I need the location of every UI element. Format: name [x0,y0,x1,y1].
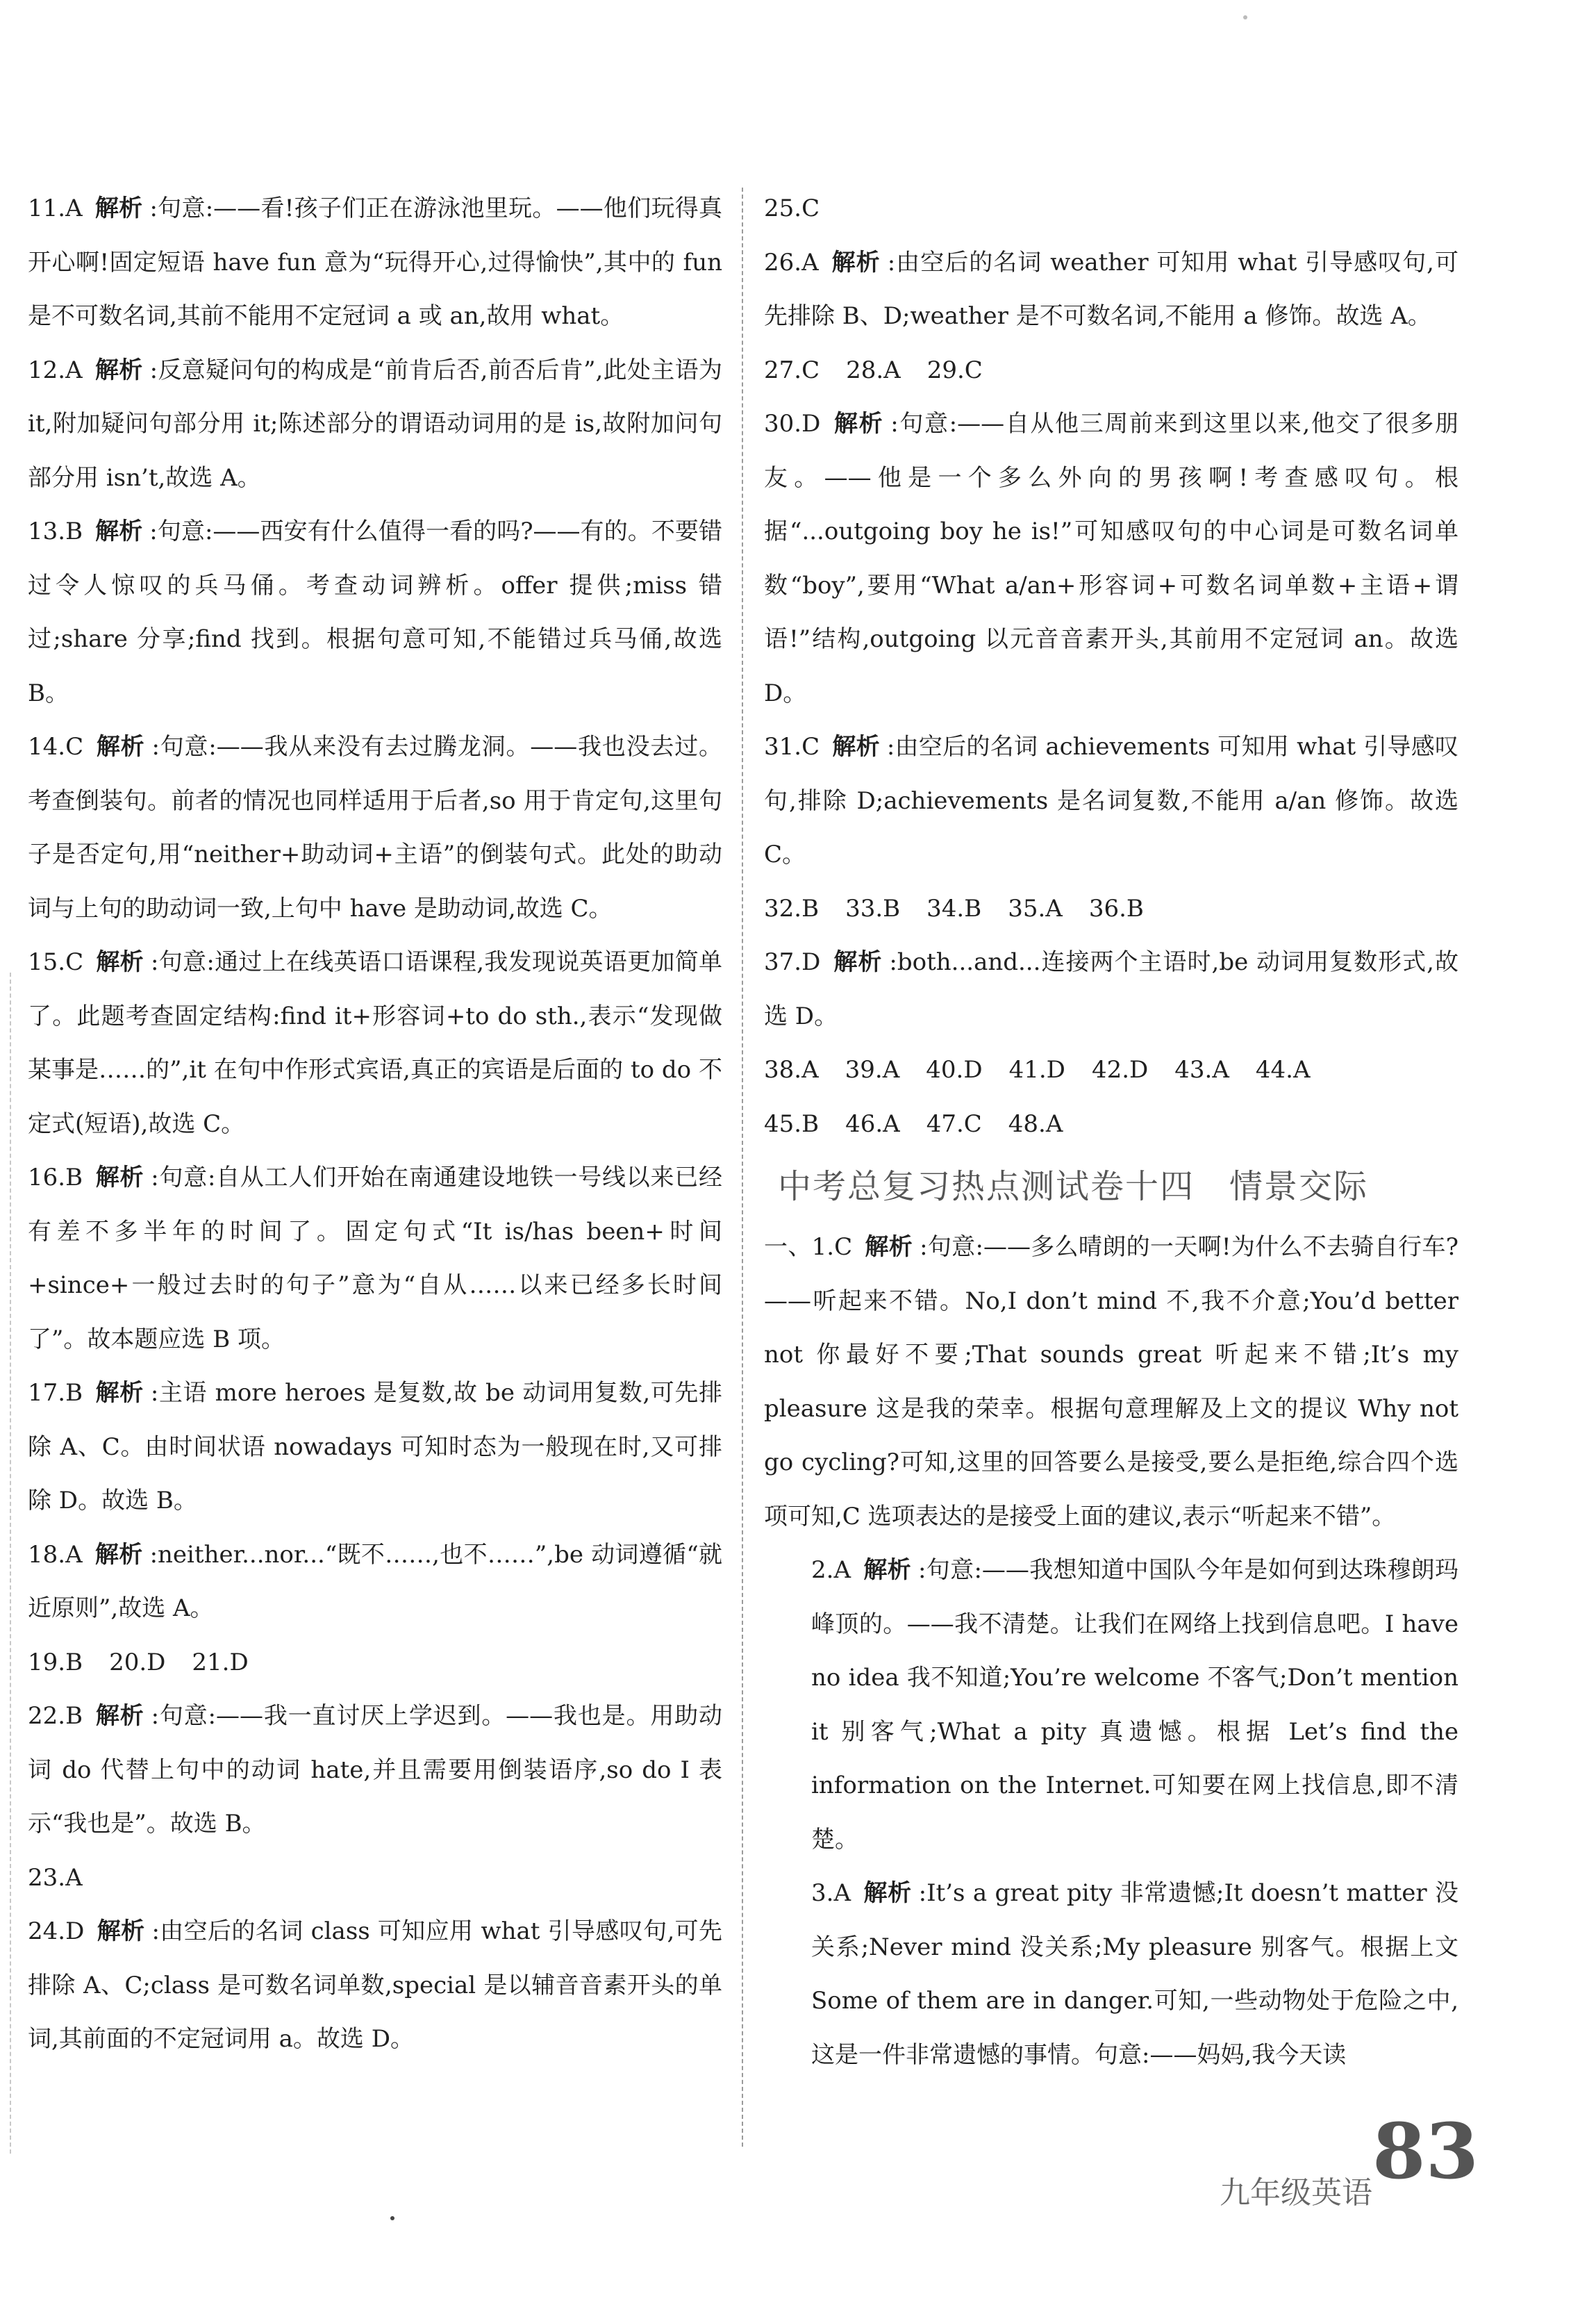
explanation-text: :由空后的名词 weather 可知用 what 引导感叹句,可先排除 B、D;weather 是不可数名词,不能用 a 修饰。故选 A。 [764,248,1459,330]
answer-number: 24.D [28,1917,85,1945]
explanation-text: :由空后的名词 achievements 可知用 what 引导感叹句,排除 D;achievements 是名词复数,不能用 a/an 修饰。故选 C。 [764,733,1458,868]
answer-number: 11.A [28,195,83,222]
answer-item: 20.D [109,1648,166,1676]
answer-item: 48.A [1008,1109,1063,1138]
section-answers [764,1221,1458,2082]
answer-entry [764,1867,1458,2082]
explanation-tag: 解析 [833,410,884,438]
explanation-text: :句意:——看!孩子们正在游泳池里玩。——他们玩得真开心啊!固定短语 have fun 意为“玩得开心,过得愉快”,其中的 fun 是不可数名词,其前不能用不定冠词 a 或 an,故用 what。 [28,195,723,330]
answer-item: 44.A [1255,1056,1311,1084]
answer-entry [28,1151,722,1366]
left-column [28,182,722,2067]
answer-item: 45.B [764,1109,820,1138]
answer-number: 15.C [28,948,84,976]
answer-number: 31.C [764,733,820,761]
right-column-answers [764,182,1458,1151]
explanation-text: :主语 more heroes 是复数,故 be 动词用复数,可先排除 A、C。由时间状语 nowadays 可知时态为一般现在时,又可排除 D。故选 B。 [28,1379,723,1514]
answer-entry [28,1905,722,2067]
explanation-text: :句意:自从工人们开始在南通建设地铁一号线以来已经有差不多半年的时间了。固定句式“It is/has been+时间+since+一般过去时的句子”意为“自从……以来已经多长时间了”。故本题应选 B 项。 [28,1164,722,1353]
explanation-tag: 解析 [865,1233,913,1261]
margin-line [10,973,11,2154]
answer-item: 39.A [845,1056,900,1084]
answer-entry [28,344,722,506]
answer-item: 40.D [926,1056,983,1084]
answer-item: 33.B [845,894,901,923]
answer-entry [764,1544,1458,1867]
section-title: 中考总复习热点测试卷十四 [778,1167,1195,1206]
explanation-tag: 解析 [94,1540,143,1569]
answer-item: 21.D [192,1648,249,1676]
answer-number: 16.B [28,1164,83,1191]
answer-number: 一、1.C [764,1233,853,1261]
explanation-text: :反意疑问句的构成是“前肯后否,前否后肯”,此处主语为 it,附加疑问句部分用 it;陈述部分的谓语动词用的是 is,故附加问句部分用 isn’t,故选 A。 [28,356,722,492]
explanation-tag: 解析 [94,195,143,222]
answer-row [764,1043,1458,1098]
explanation-tag: 解析 [863,1879,912,1907]
answer-number: 18.A [28,1540,83,1569]
scan-dot [390,2216,394,2220]
answer-item: 41.D [1008,1056,1065,1084]
answer-number: 2.A [811,1556,851,1584]
answer-item: 42.D [1091,1056,1149,1084]
section-heading [778,1155,1458,1218]
explanation-text: :句意:——我想知道中国队今年是如何到达珠穆朗玛峰顶的。——我不清楚。让我们在网络上找到信息吧。I have no idea 我不知道;You’re welcome 不客气;Don’t mention it 别客气;What a pity 真遗憾。根据 Let’s find the information on the Internet.可知要在网上找信息,即不清楚。 [811,1556,1458,1853]
footer-label: 九年级英语 [1220,2175,1372,2211]
answer-item: 46.A [845,1109,900,1138]
answer-number: 14.C [28,733,84,761]
answer-number: 17.B [28,1379,83,1407]
answer-row [28,1851,722,1906]
answer-number: 3.A [811,1879,851,1907]
answer-row [764,1098,1458,1152]
answer-number: 26.A [764,248,819,276]
answer-item: 36.B [1088,894,1144,923]
answer-item: 35.A [1008,894,1063,923]
explanation-text: :句意:——西安有什么值得一看的吗?——有的。不要错过令人惊叹的兵马俑。考查动词辨析。offer 提供;miss 错过;share 分享;find 找到。根据句意可知,不能错过兵马俑,故选 B。 [28,518,723,707]
explanation-tag: 解析 [96,948,144,976]
answer-row [764,344,1458,398]
page-number: 83 [1372,2106,1479,2196]
answer-entry [28,182,722,344]
explanation-tag: 解析 [833,948,883,976]
explanation-tag: 解析 [863,1556,912,1584]
answer-row [764,182,1458,236]
explanation-tag: 解析 [94,356,143,384]
explanation-tag: 解析 [95,1164,144,1191]
answer-item: 38.A [764,1056,819,1084]
explanation-tag: 解析 [96,733,145,761]
answer-entry [764,936,1458,1043]
answer-entry [764,236,1458,344]
explanation-tag: 解析 [831,248,881,276]
explanation-text: :句意:——我一直讨厌上学迟到。——我也是。用助动词 do 代替上句中的动词 hate,并且需要用倒装语序,so do I 表示“我也是”。故选 B。 [28,1702,723,1838]
answer-number: 30.D [764,410,821,438]
explanation-text: :both...and...连接两个主语时,be 动词用复数形式,故选 D。 [764,948,1458,1030]
section-subtitle: 情景交际 [1229,1167,1369,1206]
explanation-text: :句意:——自从他三周前来到这里以来,他交了很多朋友。——他是一个多么外向的男孩啊!考查感叹句。根据“...outgoing boy he is!”可知感叹句的中心词是可数名词单数“boy”,要用“What a/an+形容词+可数名词单数+主语+谓语!”结构,outgoing 以元音音素开头,其前用不定冠词 an。故选 D。 [764,410,1459,707]
answer-number: 13.B [28,518,83,545]
answer-entry [28,1690,722,1851]
answer-entry [764,1221,1458,1544]
answer-item: 47.C [926,1109,982,1138]
explanation-text: :句意:——我从来没有去过腾龙洞。——我也没去过。考查倒装句。前者的情况也同样适用于后者,so 用于肯定句,这里句子是否定句,用“neither+助动词+主语”的倒装句式。此处的助动词与上句的助动词一致,上句中 have 是助动词,故选 C。 [28,733,722,923]
explanation-text: :It’s a great pity 非常遗憾;It doesn’t matter 没关系;Never mind 没关系;My pleasure 别客气。根据上文 Some of them are in danger.可知,一些动物处于危险之中,这是一件非常遗憾的事情。句意:——妈妈,我今天读 [811,1879,1459,2069]
scan-dot [1243,15,1247,19]
answer-entry [28,1366,722,1528]
column-divider [742,188,743,2147]
answer-row [764,882,1458,936]
explanation-text: :由空后的名词 class 可知应用 what 引导感叹句,可先排除 A、C;class 是可数名词单数,special 是以辅音音素开头的单词,其前面的不定冠词用 a。故选 D。 [28,1917,723,2053]
answer-item: 32.B [764,894,820,923]
explanation-tag: 解析 [832,733,880,761]
answer-entry [28,936,722,1151]
answer-item: 28.A [846,356,901,384]
answer-number: 22.B [28,1702,83,1730]
answer-item: 43.A [1174,1056,1229,1084]
answer-entry [28,720,722,936]
answer-entry [764,397,1458,720]
answer-item: 25.C [764,195,820,222]
explanation-text: :neither...nor...“既不……,也不……”,be 动词遵循“就近原则”,故选 A。 [28,1540,723,1622]
explanation-tag: 解析 [95,1702,144,1730]
answer-item: 19.B [28,1648,83,1676]
answer-number: 37.D [764,948,821,976]
answer-item: 27.C [764,356,820,384]
explanation-tag: 解析 [95,518,143,545]
answer-item: 34.B [926,894,982,923]
answer-item: 23.A [28,1863,83,1892]
answer-entry [764,720,1458,882]
answer-item: 29.C [926,356,983,384]
explanation-tag: 解析 [97,1917,145,1945]
answer-number: 12.A [28,356,83,384]
right-column [764,182,1458,2082]
explanation-text: :句意:通过上在线英语口语课程,我发现说英语更加简单了。此题考查固定结构:find it+形容词+to do sth.,表示“发现做某事是……的”,it 在句中作形式宾语,真正的宾语是后面的 to do 不定式(短语),故选 C。 [28,948,723,1138]
explanation-tag: 解析 [95,1379,144,1407]
explanation-text: :句意:——多么晴朗的一天啊!为什么不去骑自行车?——听起来不错。No,I don’t mind 不,我不介意;You’d better not 你最好不要;That sounds great 听起来不错;It’s my pleasure 这是我的荣幸。根据句意理解及上文的提议 Why not go cycling?可知,这里的回答要么是接受,要么是拒绝,综合四个选项可知,C 选项表达的是接受上面的建议,表示“听起来不错”。 [764,1233,1458,1530]
answer-entry [28,505,722,720]
answer-row [28,1636,722,1690]
answer-entry [28,1528,722,1636]
